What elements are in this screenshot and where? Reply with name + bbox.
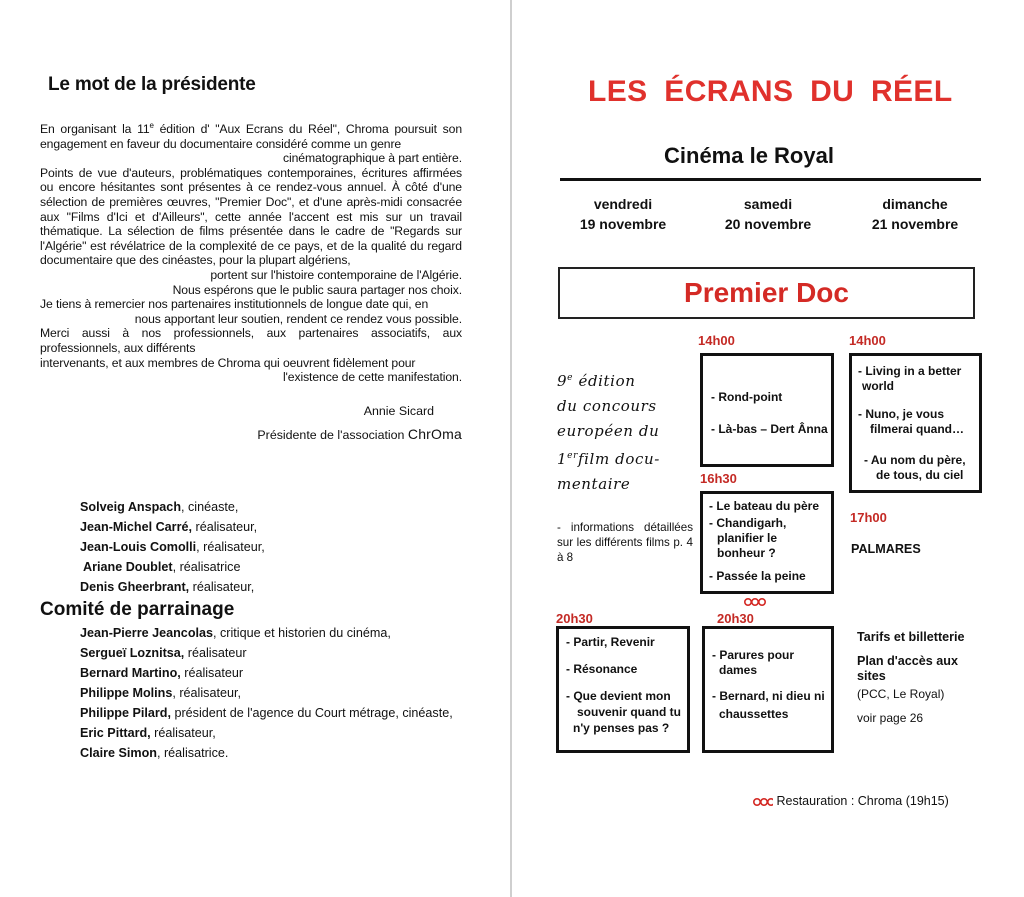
program-fri-2030 (556, 626, 690, 753)
p1-sup: e (149, 121, 154, 130)
day-saturday (718, 194, 818, 234)
list-item: Solveig Anspach, cinéaste, (80, 500, 239, 514)
program-sun-1400 (849, 353, 982, 493)
paragraph-1 (40, 119, 462, 151)
film-title-cont: dames (719, 663, 758, 677)
president-text (40, 119, 462, 385)
film-title-cont: planifier le (717, 531, 778, 545)
paragraph-2-end: portent sur l'histoire contemporaine de l'Algérie. (210, 268, 462, 282)
day-label: vendredi (593, 196, 653, 212)
time-sat-1400: 14h00 (698, 333, 735, 348)
org-name: ChrOma (407, 426, 462, 442)
film-title: - Au nom du père, (864, 453, 966, 467)
film-title: - Le bateau du père (709, 499, 820, 513)
paragraph-4-end: nous apportant leur soutien, rendent ce rendez vous possible. (134, 311, 462, 326)
film-title: - Passée la peine (709, 569, 806, 583)
list-item: Claire Simon, réalisatrice. (80, 746, 229, 760)
list-item: Denis Gheerbrant, réalisateur, (80, 580, 255, 594)
president-title: Le mot de la présidente (48, 74, 256, 95)
time-sat-1630: 16h30 (700, 471, 737, 486)
film-title: - Nuno, je vous (858, 407, 945, 421)
day-date: 21 novembre (871, 216, 959, 232)
list-item: Jean-Pierre Jeancolas, critique et historien du cinéma, (80, 626, 391, 640)
time-sun-1700: 17h00 (850, 510, 887, 525)
signature-name: Annie Sicard (363, 404, 434, 418)
list-item: Sergueï Loznitsa, réalisateur (80, 646, 247, 660)
day-date: 20 novembre (724, 216, 812, 232)
list-item: Ariane Doublet, réalisatrice (83, 560, 241, 574)
plan-page: voir page 26 (857, 711, 924, 725)
list-item: Jean-Louis Comolli, réalisateur, (80, 540, 265, 554)
time-fri-2030: 20h30 (556, 611, 593, 626)
list-item: Philippe Molins, réalisateur, (80, 686, 241, 700)
sponsor-list-top (80, 497, 265, 597)
contest-description: 9e édition du concours européen du 1erfilm docu- mentaire (557, 372, 660, 493)
film-title: - Living in a better (858, 364, 962, 378)
p1-start: En organisant la 11 (40, 122, 150, 137)
paragraph-1-end: cinématographique à part entière. (283, 151, 462, 166)
cinema-name: Cinéma le Royal (664, 143, 834, 168)
restauration-icon (744, 597, 766, 607)
film-title: - Bernard, ni dieu ni (712, 689, 825, 703)
signature-role (257, 426, 462, 442)
list-item: Bernard Martino, réalisateur (80, 666, 244, 680)
film-title: - Parures pour (712, 648, 795, 662)
restauration-icon (753, 797, 773, 806)
paragraph-4: Je tiens à remercier nos partenaires institutionnels de longue date qui, en (40, 297, 429, 312)
day-sunday (865, 194, 965, 234)
section-premier-doc: Premier Doc (558, 267, 975, 319)
paragraph-5-end: l'existence de cette manifestation. (282, 370, 462, 385)
film-title: - Résonance (566, 662, 638, 676)
plan-label-cont: sites (857, 669, 886, 683)
festival-title: LES ÉCRANS DU RÉEL (588, 75, 953, 108)
film-title: - Là-bas – Dert Ânna (711, 422, 828, 436)
program-sat-1630 (700, 491, 834, 594)
tarifs-label: Tarifs et billetterie (857, 630, 965, 644)
list-item: Philippe Pilard, président de l'agence du Court métrage, cinéaste, (80, 706, 453, 720)
plan-label: Plan d'accès aux (857, 654, 959, 668)
list-item: Eric Pittard, réalisateur, (80, 726, 216, 740)
paragraph-5: Merci aussi à nos professionnels, aux partenaires associatifs, aux professionnels, aux différents (40, 326, 462, 355)
left-page (0, 0, 510, 897)
footer-text: Restauration : Chroma (19h15) (776, 794, 949, 808)
role-text: Présidente de l'association (257, 428, 408, 442)
palmares-label: PALMARES (851, 542, 921, 556)
paragraph-5b: intervenants, et aux membres de Chroma qui oeuvrent fidèlement pour (40, 355, 416, 370)
paragraph-2: Points de vue d'auteurs, problématiques contemporaines, écritures affirmées ou encore hésitantes sont présentes à ce rendez-vous annuel. À côté d'une sélection de premières œuvres, "Premier Doc", et d'une après-midi consacrée aux "Films d'Ici et d'Ailleurs", cette année l'accent est mis sur un travail thématique. La sélection de films présentée dans le cadre de "Regards sur l'Algérie" est révélatrice de la complexité de ce pays, et de la qualité du regard documentaire que des cinéastes, pour la plupart algériens, (40, 165, 462, 268)
day-label: samedi (743, 196, 793, 212)
day-friday (573, 194, 673, 234)
film-title-cont: de tous, du ciel (876, 468, 964, 482)
time-sat-2030: 20h30 (717, 611, 754, 626)
comite-title: Comité de parrainage (40, 599, 235, 620)
film-title-cont: n'y penses pas ? (573, 721, 670, 735)
list-item: Jean-Michel Carré, réalisateur, (80, 520, 258, 534)
program-sat-1400 (700, 353, 834, 467)
program-sat-2030 (702, 626, 834, 753)
film-title: - Partir, Revenir (566, 635, 655, 649)
film-title-cont: world (862, 379, 894, 393)
film-title-cont: filmerai quand… (870, 422, 965, 436)
sponsor-list-bottom (80, 623, 453, 763)
day-label: dimanche (882, 196, 948, 212)
film-title-cont: bonheur ? (717, 546, 776, 560)
info-note: - informations détaillées sur les différents films p. 4 à 8 (557, 521, 693, 564)
time-sun-1400: 14h00 (849, 333, 886, 348)
p1-mid: édition d' "Aux Ecrans du Réel", Chroma poursuit son engagement en faveur du documentaire considéré comme un genre (40, 122, 462, 151)
day-date: 19 novembre (579, 216, 667, 232)
film-title-cont: chaussettes (719, 707, 789, 721)
film-title: - Que devient mon (566, 689, 671, 703)
footer-restauration (753, 794, 949, 808)
film-title: - Chandigarh, (709, 516, 787, 530)
paragraph-3: Nous espérons que le public saura partager nos choix. (172, 282, 462, 297)
film-title-cont: souvenir quand tu (577, 705, 682, 719)
header-rule (560, 178, 981, 181)
plan-note: (PCC, Le Royal) (857, 687, 945, 701)
film-title: - Rond-point (711, 390, 783, 404)
